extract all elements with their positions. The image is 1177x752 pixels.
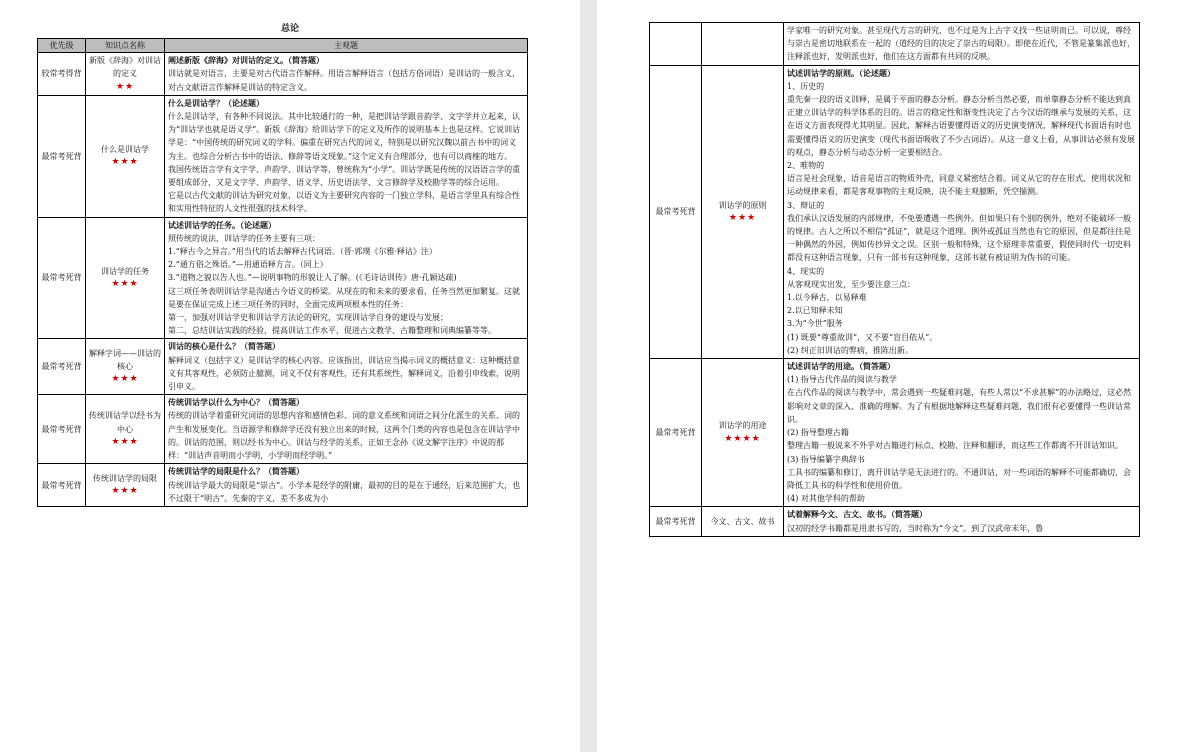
table-row: [38, 217, 528, 339]
subjective-cell: [165, 464, 528, 507]
knowledge-name: 传统训诂学的局限: [93, 473, 157, 483]
answer-line: 第二，总结训诂实践的经验，提高训诂工作水平，促进古文教学、古籍整理和词典编纂等等。: [168, 326, 496, 336]
answer-line: 第一，加强对训诂学史和训诂学方法论的研究，实现训诂学自身的建设与发展；: [168, 313, 448, 323]
table-row: [650, 65, 1140, 358]
answer-line: (3) 指导编纂字典辞书: [787, 454, 865, 464]
answer-line: 训诂就是对语言，主要是对古代语言作解释。用语言解释语言（包括方俗词语）是训诂的一般含义，对古文献语言作解释是训诂的特定含义。: [168, 69, 520, 92]
knowledge-cell: [86, 95, 165, 217]
knowledge-name: 今文、古文、故书: [710, 516, 775, 526]
priority-cell: 最常考死背: [38, 95, 86, 217]
priority-cell: 最常考死背: [650, 65, 702, 358]
knowledge-table-right: [649, 22, 1140, 537]
subjective-cell: [784, 23, 1140, 66]
answer-line: 这三项任务表明训诂学是沟通古今语义的桥梁。从现在的和未来的要求看，任务当然更加繁复。这就是要在保证完成上述三项任务的同时，全面完成两项根本性的任务：: [168, 286, 520, 309]
table-row: [650, 23, 1140, 66]
priority-cell: 最常考死背: [38, 395, 86, 464]
page-title: 总论: [280, 24, 299, 34]
knowledge-name: 传统训诂学以经书为中心: [89, 411, 161, 434]
priority-cell: 最常考死背: [38, 464, 86, 507]
question-title: 传统训诂学以什么为中心？（简答题）: [168, 397, 304, 408]
answer-line: (1) 既要“尊重故训”，又不要“盲目依从”。: [787, 332, 938, 342]
answer-line: 3.“道物之貌以告人也。”—说明事物的形貌让人了解。(《毛诗诂训传》唐·孔颖达疏): [168, 273, 457, 283]
subjective-cell: [165, 339, 528, 395]
answer-line: 3、辩证的: [787, 200, 825, 210]
table-row: [650, 507, 1140, 536]
priority-cell: 最常考死背: [38, 217, 86, 339]
subjective-cell: [784, 507, 1140, 536]
star-rating: ★★★: [111, 374, 139, 385]
answer-line: 语言是社会现象，语音是语言的物质外壳，同意义紧密结合着。词义从它的存在形式、使用状况和运动规律来看，都是客观事物的主观反映，决不能主观臆断，凭空揣测。: [787, 174, 1131, 197]
header-knowledge: 知识点名称: [86, 39, 165, 53]
knowledge-cell: [702, 23, 784, 66]
star-rating: ★★★: [111, 157, 139, 168]
priority-cell: [650, 23, 702, 66]
star-rating: ★★★★: [724, 433, 761, 444]
answer-line: 它是以古代文献的训诂为研究对象，以语义为主要研究内容的一门独立学科，是语言学里具有综合性和实用性特征的人文性很强的技术科学。: [168, 191, 520, 214]
answer-line: 汉初的经学书籍都是用隶书写的，当时称为“今文”。到了汉武帝末年，鲁: [787, 523, 1044, 533]
answer-line: 学家唯一的研究对象。甚至现代方言的研究，也不过是为上古字义找一些证明而已。可以说，尊经与崇古是密切地联系在一起的（道经的目的决定了崇古的局限）。即使在近代，不管是篆集派也好，注释派也好，发明派也好，他们在这方面都有共同的反映。: [787, 26, 1135, 62]
header-subjective: 主观题: [165, 39, 528, 53]
question-title: 试着解释今文、古文、故书。（简答题）: [787, 509, 927, 520]
question-title: 试述训诂学的任务。（论述题）: [168, 219, 276, 230]
left-page: [0, 0, 580, 752]
answer-line: 1.“释古今之异言。”用当代的话去解释古代词语。（晋·郭璞《尔雅·释诂》注）: [168, 247, 437, 257]
answer-line: (1) 指导古代作品的阅读与教学: [787, 375, 897, 385]
star-rating: ★★★: [111, 436, 139, 447]
question-title: 试述训诂学的用途。（简答题）: [787, 361, 895, 372]
answer-line: 解释词义（包括字义）是训诂学的核心内容。应该指出，训诂应当揭示词义的概括意义：这种概括意义有其客观性，必须防止臆测，词义不仅有客观性，还有其系统性，解释词义，沿着引申线索，说明引申义。: [168, 355, 520, 392]
question-title: 传统训诂学的局限是什么？（简答题）: [168, 466, 304, 477]
question-title: 什么是训诂学？（论述题）: [168, 97, 264, 108]
knowledge-cell: [702, 65, 784, 358]
priority-cell: 最常考死背: [650, 359, 702, 507]
answer-line: 4、现实的: [787, 266, 825, 276]
table-row: [38, 53, 528, 96]
answer-line: 工具书的编纂和修订，离开训诂学是无法进行的。不通训诂，对一些词语的解释不可能都确切，会降低工具书的科学性和使用价值。: [787, 467, 1131, 490]
star-rating: ★★★: [111, 279, 139, 290]
knowledge-cell: [86, 395, 165, 464]
knowledge-name: 解释字词——训诂的核心: [89, 349, 161, 372]
subjective-cell: [165, 217, 528, 339]
knowledge-cell: [702, 507, 784, 536]
knowledge-cell: [86, 53, 165, 96]
table-row: [650, 359, 1140, 507]
table-row: [38, 339, 528, 395]
answer-line: 重先秦一段的语义训释，是属于平面的静态分析。静态分析当然必要，而单靠静态分析不能达到真正建立训诂学的科学体系的目的。语言的稳定性和渐变性决定了古今汉语的继承与发展的关系，这在语义方面表现得尤其明显。因此，解释古语要懂得语义的历史演变情况，解释现代书面语有时也需要懂得语义的历史演变（现代书面语吸收了不少古词语）。从这一意义上看，从事训诂必须有发展的观点，静态分析与动态分析一定要相结合。: [787, 95, 1135, 157]
subjective-cell: [784, 359, 1140, 507]
header-priority: 优先级: [38, 39, 86, 53]
answer-line: 1、历史的: [787, 81, 825, 91]
answer-line: (2) 指导整理古籍: [787, 428, 849, 438]
answer-line: (2) 纠正旧训诂的弊病，推陈出新。: [787, 345, 913, 355]
answer-line: 在古代作品的阅读与教学中，常会遇到一些疑难问题，有些人常以“不求甚解”的办法略过，这必然影响对文章的深入、准确的理解。为了有根据地解释这些疑难问题，我们很有必要懂得一些训诂常识。: [787, 388, 1132, 424]
question-title: 试述训诂学的原则。（论述题）: [787, 67, 895, 78]
knowledge-name: 训诂学的任务: [101, 266, 149, 276]
answer-line: 什么是训诂学，有各种不同说法。其中比较通行的一种，是把训诂学跟音韵学、文字学并立起来，认为“训诂学也就是语义学”。新版《辞海》给训诂学下的定义及所作的说明基本上也是这样。它说训诂学是：“中国传统的研究词义的学科。偏重在研究古代的词义，特别是以研究汉魏以前古书中的词义为主。也综合分析古书中的语法、修辞等语文现象。”这个定义有合理部分，也有可以商榷的地方。: [168, 112, 521, 161]
priority-cell: 较常考得背: [38, 53, 86, 96]
answer-line: 2、唯物的: [787, 161, 825, 171]
star-rating: ★★: [115, 81, 135, 92]
answer-line: 我们承认汉语发展的内部规律，不免要遭遇一些例外。但如果只有个别的例外，绝对不能破坏一般的规律。古人之所以不相信“孤证”，就是这个道理。例外或孤证当然也有它的原因，但是都往往是一种偶然的外因，例如传抄异文之误。区别一般和特殊，这个原理非常重要，假使同时代一切史料都没有这种语言现象，只有一部书有这种现象，这部书就有被证明为伪书的可能。: [787, 213, 1132, 263]
right-page: [597, 0, 1177, 752]
answer-line: (4) 对其他学科的帮助: [787, 494, 865, 504]
knowledge-name: 新版《辞海》对训诂的定义: [89, 56, 161, 79]
answer-line: 整理古籍一般说来不外乎对古籍进行标点、校勘、注释和翻译，而这些工作都离不开训诂知识。: [787, 441, 1123, 451]
knowledge-cell: [86, 464, 165, 507]
table-row: [38, 395, 528, 464]
subjective-cell: [784, 65, 1140, 358]
priority-cell: 最常考死背: [38, 339, 86, 395]
answer-line: 1.以今释古，以易释难: [787, 293, 867, 303]
answer-line: 我国传统语言学有文字学、声韵学、训诂学等，曾统称为“小学”。训诂学既是传统的汉语语言学的重要组成部分，又是文字学、声韵学、语义学、历史语法学、文言修辞学及校勘学等的综合运用。: [168, 164, 521, 188]
table-header-row: [38, 39, 528, 53]
question-title: 训诂的核心是什么？（简答题）: [168, 341, 280, 352]
star-rating: ★★★: [111, 486, 139, 497]
answer-line: 照传统的说法，训诂学的任务主要有三项：: [168, 233, 320, 243]
priority-cell: 最常考死背: [650, 507, 702, 536]
answer-line: 2.“通方俗之殊语。”—用通语释方言。（同上）: [168, 260, 328, 270]
knowledge-cell: [86, 339, 165, 395]
knowledge-name: 训诂学的原则: [718, 200, 767, 210]
knowledge-cell: [86, 217, 165, 339]
knowledge-cell: [702, 359, 784, 507]
answer-line: 2.以已知释未知: [787, 306, 843, 316]
question-title: 阐述新版《辞海》对训诂的定义。（简答题）: [168, 55, 324, 66]
knowledge-table-left: [37, 38, 528, 507]
table-row: [38, 464, 528, 507]
answer-line: 从客观现实出发，至少要注意三点：: [787, 279, 915, 289]
answer-line: 3.为“今世”服务: [787, 319, 843, 329]
subjective-cell: [165, 95, 528, 217]
knowledge-name: 什么是训诂学: [101, 145, 149, 155]
answer-line: 传统训诂学最大的局限是“崇古”。小学本是经学的附庸，最初的目的是在于通经，后来范围扩大，也不过限于“明古”。先秦的字义，差不多成为小: [168, 480, 521, 503]
knowledge-name: 训诂学的用途: [718, 421, 767, 431]
table-row: [38, 95, 528, 217]
star-rating: ★★★: [728, 212, 757, 223]
subjective-cell: [165, 53, 528, 96]
answer-line: 传统的训诂学着重研究词语的思想内容和感情色彩、词的意义系统和词语之间分化派生的关系、词的产生和发展变化。当语源学和修辞学还没有独立出来的时候，这两个门类的内容也是包含在训诂学中的。训诂的范围，则以经书为中心。训诂与经学的关系，正如王念孙《说文解字注序》中说的那样：“训诂声音明而小学明，小学明而经学明。”: [168, 411, 520, 461]
subjective-cell: [165, 395, 528, 464]
